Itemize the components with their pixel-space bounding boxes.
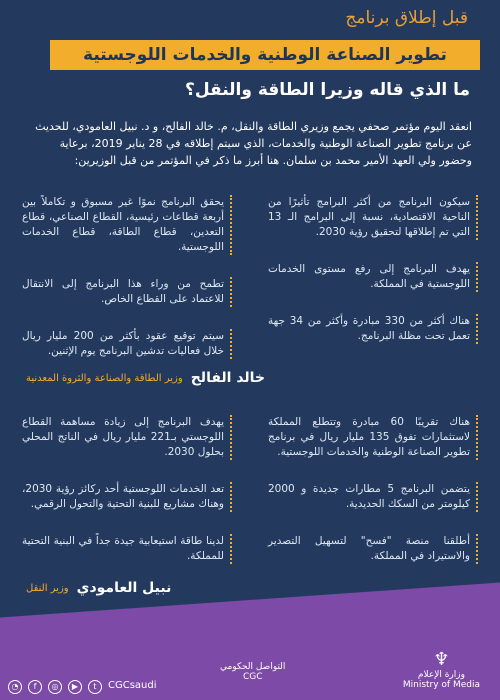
point: سيتم توقيع عقود بأكثر من 200 مليار ريال خلال فعاليات تدشين البرنامج يوم الإثنين. [22, 329, 232, 359]
point: يهدف البرنامج إلى رفع مستوى الخدمات اللوجستية في المملكة. [268, 262, 478, 292]
snapchat-icon[interactable]: ◔ [8, 680, 22, 694]
ministry-of-media-logo [403, 649, 480, 690]
minister-name: نبيل العامودي [76, 580, 172, 596]
media-logo-sub: Ministry of Media [402, 680, 480, 690]
section-transport-right-column [268, 415, 478, 586]
point: هناك تقريبًا 60 مبادرة وتتطلع المملكة لاستثمارات تفوق 135 مليار ريال في برنامج تطوير الصناعة الوطنية والخدمات اللوجستية. [268, 415, 478, 460]
footer-band [0, 620, 500, 700]
cgc-logo-sub: CGC [242, 672, 263, 682]
cgc-logo [220, 662, 285, 682]
minister-name: خالد الفالح [190, 370, 266, 386]
point: يحقق البرنامج نموًا غير مسبوق و تكاملاً بين أربعة قطاعات رئيسية، القطاع الصناعي، قطاع التعدين، قطاع الطاقة، قطاع الخدمات اللوجستية. [22, 195, 232, 255]
minister-transport [26, 580, 171, 596]
section-transport-points [22, 415, 478, 586]
point: أطلقنا منصة "فسح" لتسهيل التصدير والاستيراد في المملكة. [268, 534, 478, 564]
section-energy-right-column [268, 195, 478, 381]
point: لدينا طاقة استيعابية جيدة جداً في البنية التحتية للمملكة. [22, 534, 232, 564]
section-transport-left-column [22, 415, 232, 586]
point: تطمح من وراء هذا البرنامج إلى الانتقال للاعتماد على القطاع الخاص. [22, 277, 232, 307]
point: يهدف البرنامج إلى زيادة مساهمة القطاع اللوجستي بـ221 مليار ريال في الناتج المحلي بحلول 2030. [22, 415, 232, 460]
subtitle: ما الذي قاله وزيرا الطاقة والنقل؟ [184, 80, 470, 100]
twitter-icon[interactable]: t [88, 680, 102, 694]
section-energy-points [22, 195, 478, 381]
cgc-logo-text: التواصل الحكومي [220, 662, 286, 672]
intro-paragraph: انعقد اليوم مؤتمر صحفي يجمع وزيري الطاقة والنقل، م. خالد الفالح، و د. نبيل العامودي، للحديث عن برنامج تطوير الصناعة الوطنية والخدمات، الذي سيتم إطلاقه في 28 يناير 2019، برعاية وحضور ولي العهد الأمير محمد بن سلمان. هنا أبرز ما ذكر في المؤتمر من قبل الوزيرين: [35, 120, 472, 167]
facebook-icon[interactable]: f [28, 680, 42, 694]
point: سيكون البرنامج من أكثر البرامج تأثيرًا من الناحية الاقتصادية، نسبة إلى البرامج الـ 13 التي تم إطلاقها لتحقيق رؤية 2030. [268, 195, 478, 240]
minister-energy [26, 370, 265, 386]
social-handle[interactable]: CGCsaudi [108, 680, 157, 691]
media-logo-text: وزارة الإعلام [417, 670, 465, 680]
minister-role: وزير الطاقة والصناعة والثروة المعدنية [26, 372, 183, 384]
pre-title: قبل إطلاق برنامج [345, 8, 468, 28]
point: تعد الخدمات اللوجستية أحد ركائز رؤية 2030، وهناك مشاريع للبنية التحتية والتحول الرقمي. [22, 482, 232, 512]
youtube-icon[interactable]: ▶ [68, 680, 82, 694]
point: يتضمن البرنامج 5 مطارات جديدة و 2000 كيلومتر من السكك الحديدية. [268, 482, 478, 512]
section-energy-left-column [22, 195, 232, 381]
title-bar: تطوير الصناعة الوطنية والخدمات اللوجستية [50, 40, 480, 70]
minister-role: وزير النقل [26, 582, 69, 594]
social-links [8, 680, 157, 694]
instagram-icon[interactable]: ◎ [48, 680, 62, 694]
palm-swords-icon: ♆ [433, 649, 450, 670]
point: هناك أكثر من 330 مبادرة وأكثر من 34 جهة تعمل تحت مظلة البرنامج. [268, 314, 478, 344]
